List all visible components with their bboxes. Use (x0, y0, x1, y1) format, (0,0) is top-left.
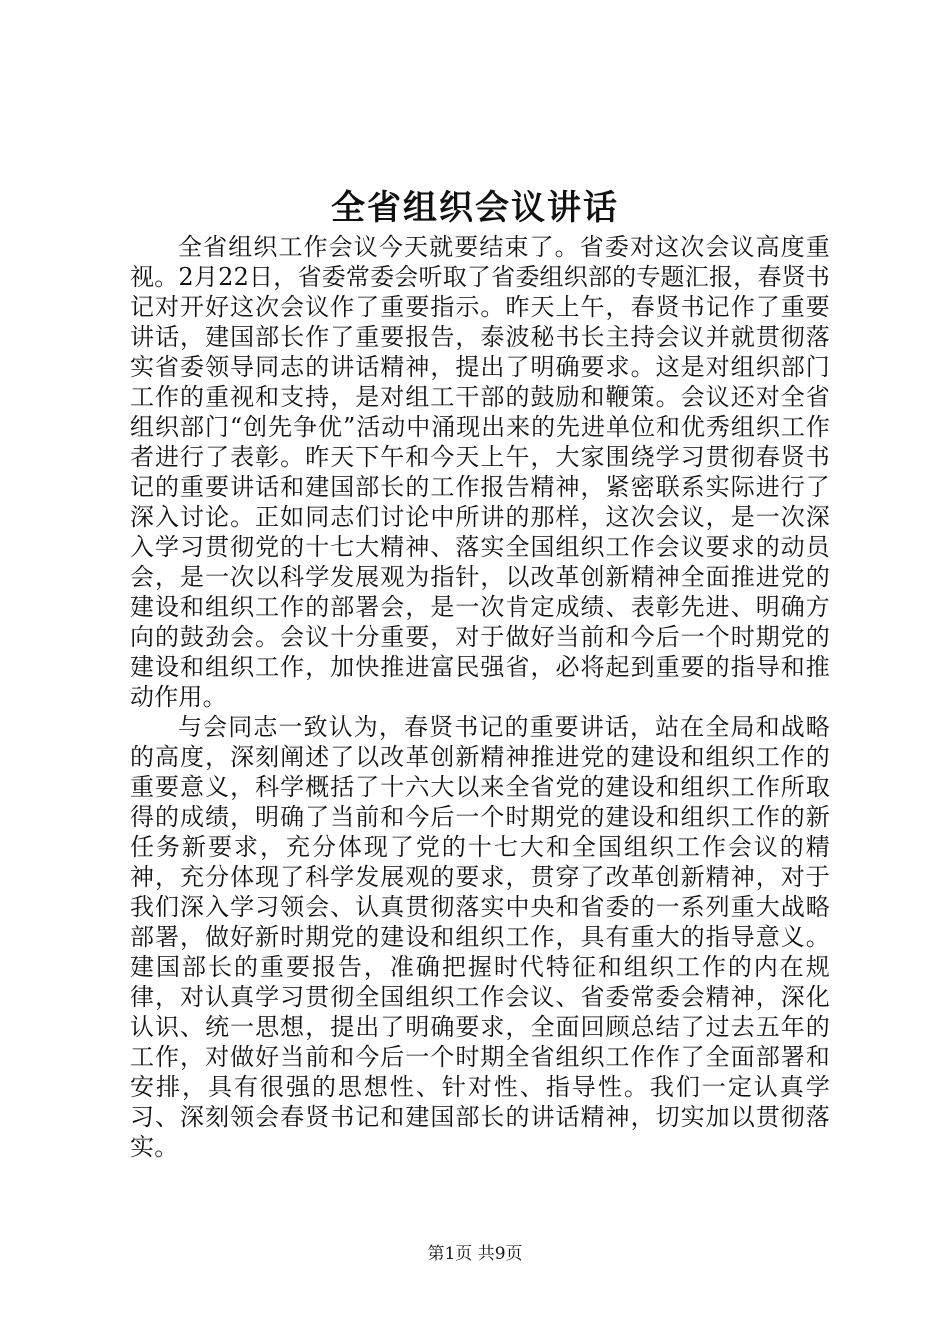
paragraph: 全省组织工作会议今天就要结束了。省委对这次会议高度重视。2月22日，省委常委会听取了省委组织部的专题汇报，春贤书记对开好这次会议作了重要指示。昨天上午，春贤书记作了重要讲话，建国部长作了重要报告，泰波秘书长主持会议并就贯彻落实省委领导同志的讲话精神，提出了明确要求。这是对组织部门工作的重视和支持，是对组工干部的鼓励和鞭策。会议还对全省组织部门“创先争优”活动中涌现出来的先进单位和优秀组织工作者进行了表彰。昨天下午和今天上午，大家围绕学习贯彻春贤书记的重要讲话和建国部长的工作报告精神，紧密联系实际进行了深入讨论。正如同志们讨论中所讲的那样，这次会议，是一次深入学习贯彻党的十七大精神、落实全国组织工作会议要求的动员会，是一次以科学发展观为指针，以改革创新精神全面推进党的建设和组织工作的部署会，是一次肯定成绩、表彰先进、明确方向的鼓劲会。会议十分重要，对于做好当前和今后一个时期党的建设和组织工作，加快推进富民强省，必将起到重要的指导和推动作用。 (130, 233, 830, 711)
page-number-footer: 第1页 共9页 (427, 1244, 523, 1264)
paragraph: 与会同志一致认为，春贤书记的重要讲话，站在全局和战略的高度，深刻阐述了以改革创新精神推进党的建设和组织工作的重要意义，科学概括了十六大以来全省党的建设和组织工作所取得的成绩，明确了当前和今后一个时期党的建设和组织工作的新任务新要求，充分体现了党的十七大和全国组织工作会议的精神，充分体现了科学发展观的要求，贯穿了改革创新精神，对于我们深入学习领会、认真贯彻落实中央和省委的一系列重大战略部署，做好新时期党的建设和组织工作，具有重大的指导意义。建国部长的重要报告，准确把握时代特征和组织工作的内在规律，对认真学习贯彻全国组织工作会议、省委常委会精神，深化认识、统一思想，提出了明确要求，全面回顾总结了过去五年的工作，对做好当前和今后一个时期全省组织工作作了全面部署和安排，具有很强的思想性、针对性、指导性。我们一定认真学习、深刻领会春贤书记和建国部长的讲话精神，切实加以贯彻落实。 (130, 713, 830, 1161)
document-title: 全省组织会议讲话 (331, 188, 619, 228)
document-body (130, 232, 830, 1162)
